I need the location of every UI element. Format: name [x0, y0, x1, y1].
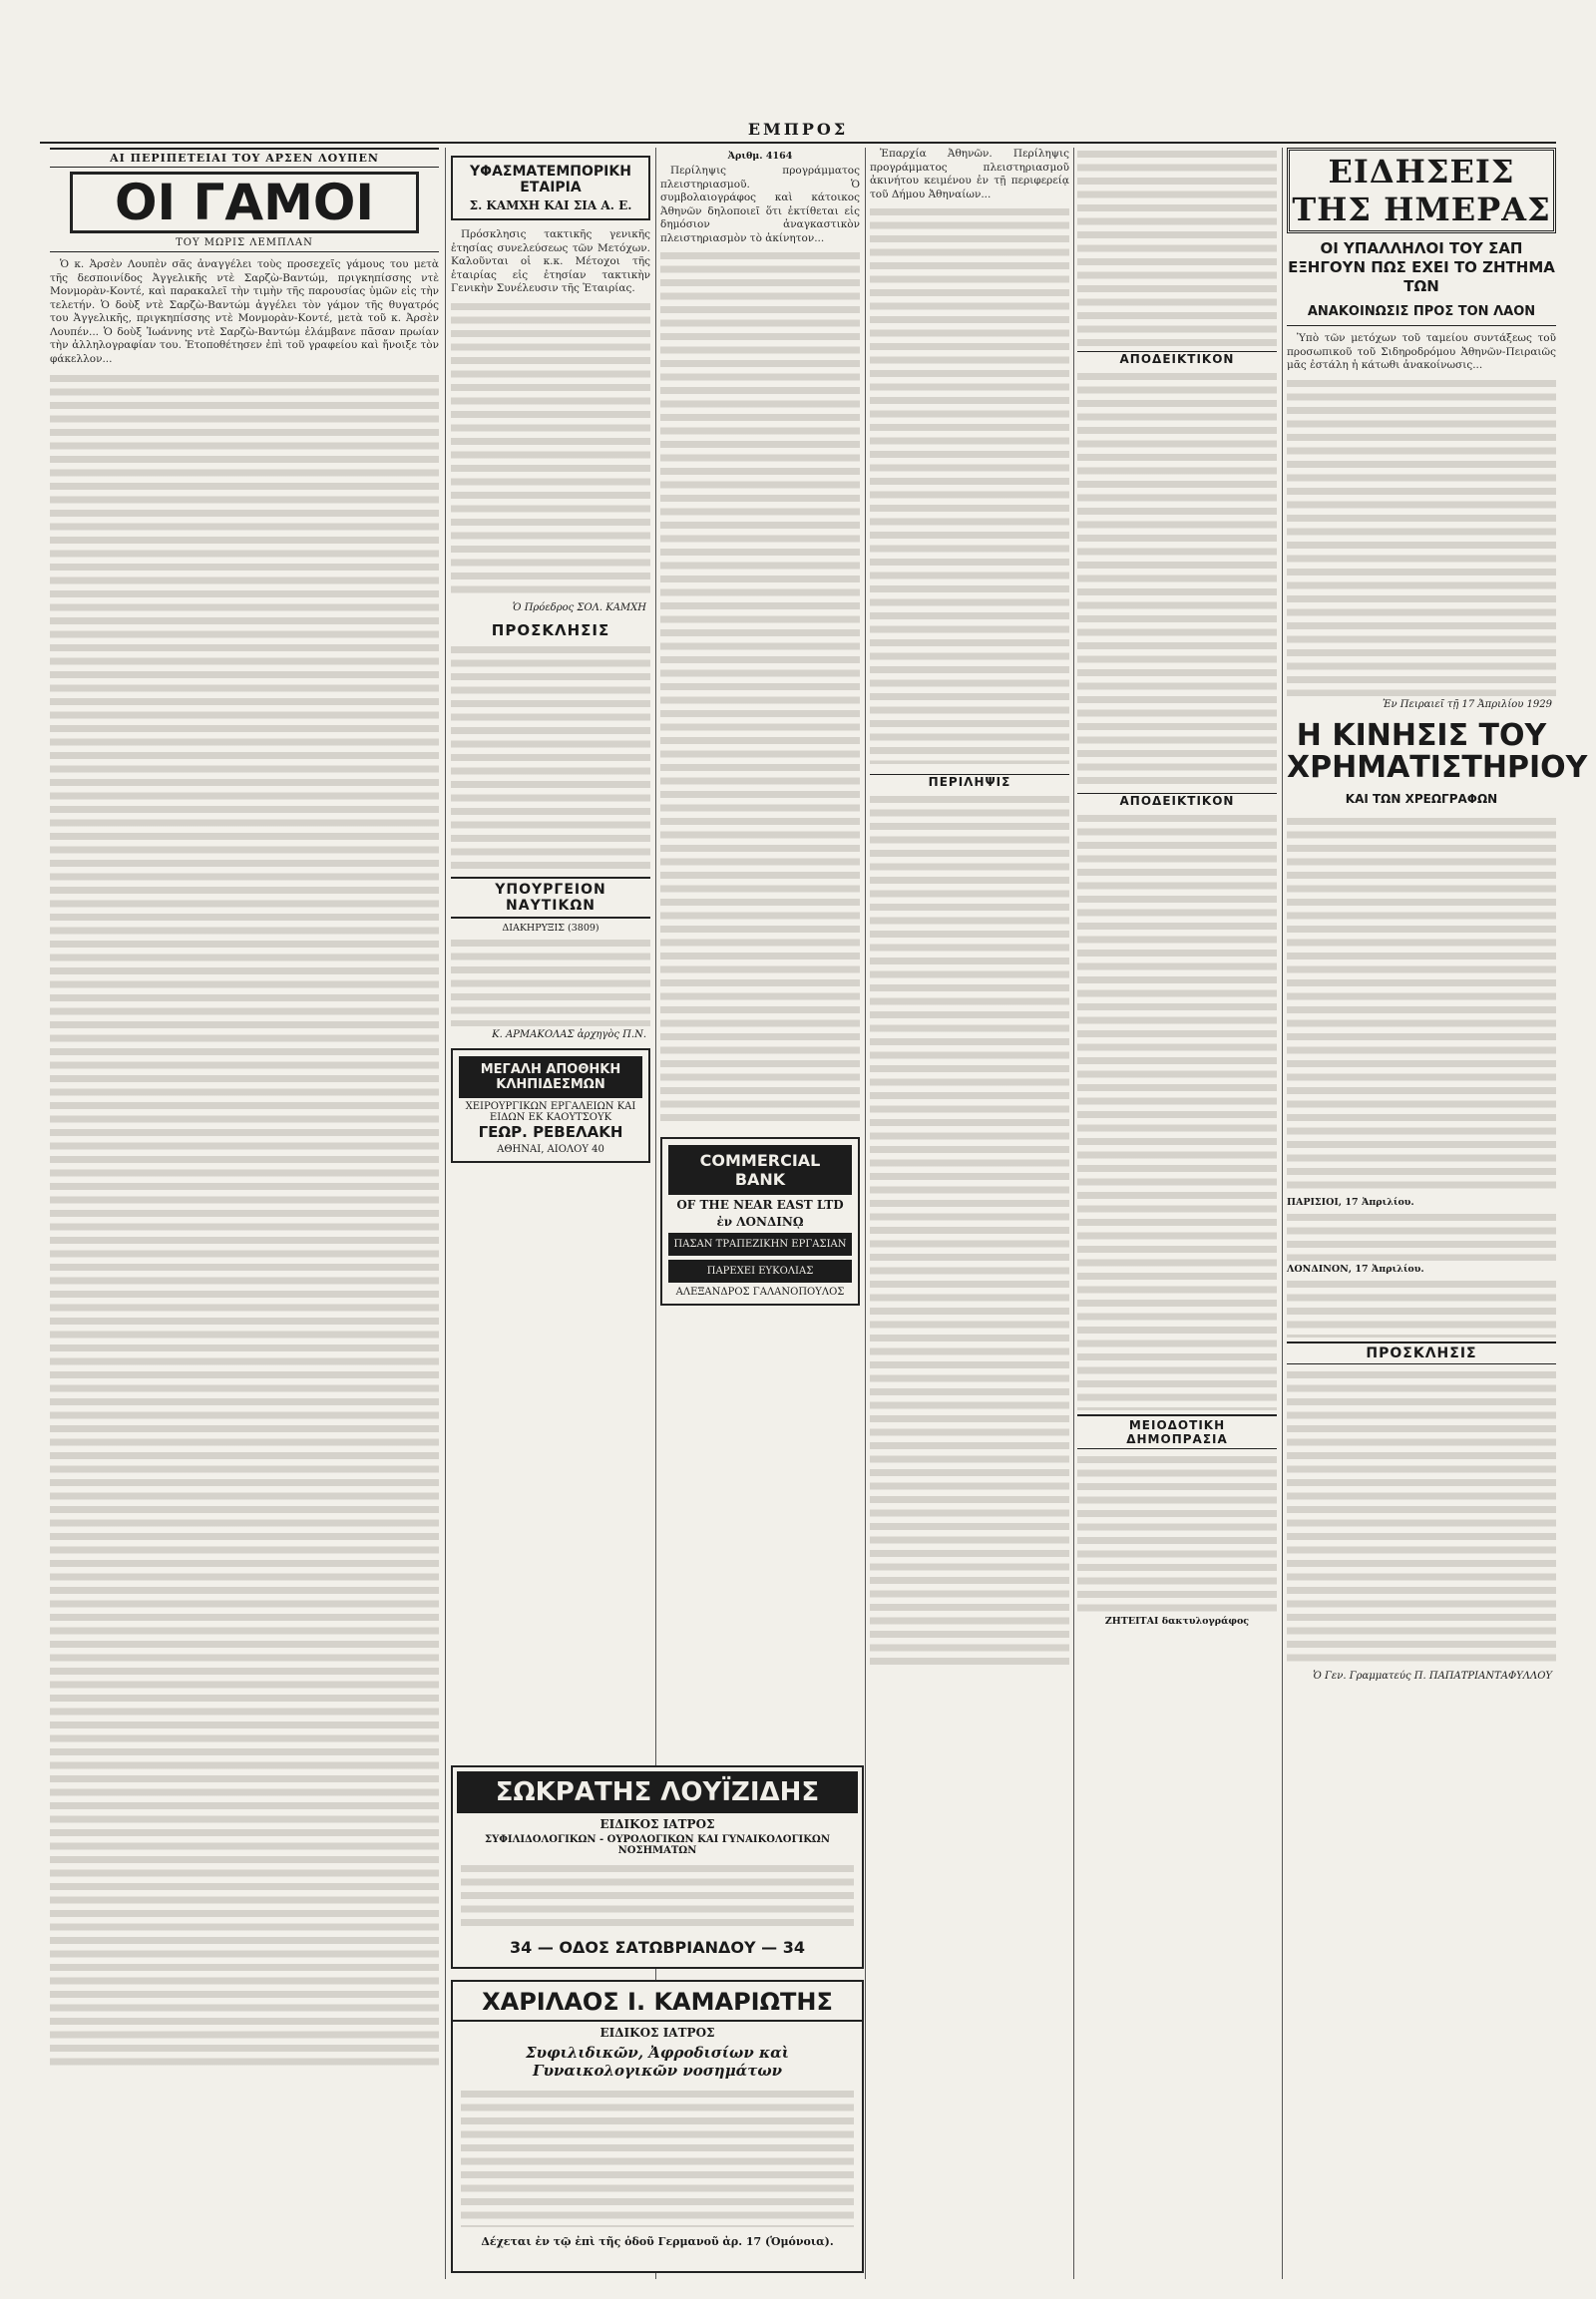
- paris-quote-header: ΠΑΡΙΣΙΟΙ, 17 Ἀπριλίου.: [1287, 1196, 1414, 1208]
- column-rule: [865, 148, 866, 2279]
- serial-byline: ΤΟΥ ΜΩΡΙΣ ΛΕΜΠΛΑΝ: [50, 235, 439, 252]
- doctor-ad-kamariotis-details: [461, 2088, 854, 2227]
- notice-text-top: [1077, 148, 1277, 347]
- wanted-notice: ΖΗΤΕΙΤΑΙ δακτυλογράφος: [1104, 1616, 1250, 1627]
- serial-paragraph: Ὁ κ. Ἀρσὲν Λουπὲν σᾶς ἀναγγέλει τοὺς προσεχεῖς γάμους του μετὰ τῆς δεσποινίδος Ἀγγελικῆς ντὲ Σαρζὼ-Βαντώμ, πριγκηπίσσης ντὲ Μονμορὰν-Κοντέ, καὶ παρακαλεῖ τὴν τιμὴν τῆς παρουσίας ὑμῶν εἰς τὴν τελετήν. Ὁ δοὺξ ντὲ Σαρζὼ-Βαντώμ ἀγγέλει τὸν γάμον τῆς θυγατρός του Ἀγγελικῆς, πριγκηπίσσης ντὲ Μονμορὰν-Κοντέ, μετὰ τοῦ κ. Ἀρσὲν Λουπέν... Ὁ δοὺξ Ἰωάννης ντὲ Σαρζὼ-Βαντώμ ἐλάμβανε πᾶσαν πρωίαν τὴν ἀλληλογραφίαν του. Ἐτοποθέτησεν ἐπὶ τοῦ γραφείου καὶ ἤνοιξε τὸν φάκελλον...: [50, 258, 439, 365]
- invitation-heading-right: ΠΡΟΣΚΛΗΣΙΣ: [1287, 1341, 1556, 1364]
- doctor-ad-louizidis-specialty: ΣΥΦΙΛΙΔΟΛΟΓΙΚΩΝ - ΟΥΡΟΛΟΓΙΚΩΝ ΚΑΙ ΓΥΝΑΙΚΟΛΟΓΙΚΩΝ ΝΟΣΗΜΑΤΩΝ: [485, 1834, 830, 1856]
- invitation-body: [451, 643, 650, 873]
- doctor-ad-kamariotis-title: ΕΙΔΙΚΟΣ ΙΑΤΡΟΣ: [599, 2026, 715, 2040]
- serial-story-column: [50, 148, 439, 2279]
- company-notice: [451, 156, 650, 220]
- ministry-signature: Κ. ΑΡΜΑΚΟΛΑΣ ἀρχηγὸς Π.Ν.: [492, 1028, 646, 1040]
- notice-number: Ἀριθμ. 4164: [727, 151, 793, 162]
- london-quote-body: [1287, 1278, 1556, 1338]
- doctor-ad-louizidis-details: [461, 1862, 854, 1932]
- news-subheading-2: ΑΝΑΚΟΙΝΩΣΙΣ ΠΡΟΣ ΤΟΝ ΛΑΟΝ: [1287, 302, 1556, 326]
- news-title: ΕΙΔΗΣΕΙΣ ΤΗΣ ΗΜΕΡΑΣ: [1287, 148, 1556, 233]
- company-notice-title: ΥΦΑΣΜΑΤΕΜΠΟΡΙΚΗ ΕΤΑΙΡΙΑ: [470, 164, 631, 195]
- auction-notice-text: Περίληψις προγράμματος πλειστηριασμοῦ. Ὁ συμβολαιογράφος καὶ κάτοικος Ἀθηνῶν δηλοποιεῖ ὅτι ἐκτίθεται εἰς δημόσιον ἀναγκαστικὸν πλειστηριασμὸν τὸ ἀκίνητον...: [660, 165, 860, 244]
- news-column: [1287, 148, 1588, 2279]
- column-5: [1077, 148, 1277, 2279]
- apodeiktikon-heading-2: ΑΠΟΔΕΙΚΤΙΚΟΝ: [1077, 793, 1277, 808]
- doctor-ad-kamariotis-address: Δέχεται ἐν τῷ ἐπὶ τῆς ὁδοῦ Γερμανοῦ ἀρ. 17 (Ὁμόνοια).: [481, 2235, 834, 2248]
- stock-exchange-subtitle: ΚΑΙ ΤΩΝ ΧΡΕΩΓΡΑΦΩΝ: [1345, 791, 1498, 806]
- stock-exchange-body: [1287, 815, 1556, 1194]
- bank-ad-line2: ΠΑΡΕΧΕΙ ΕΥΚΟΛΙΑΣ: [668, 1260, 852, 1283]
- serial-kicker: ΑΙ ΠΕΡΙΠΕΤΕΙΑΙ ΤΟΥ ΑΡΣΕΝ ΛΟΥΠΕΝ: [50, 148, 439, 168]
- legal-notices-text: Ἐπαρχία Ἀθηνῶν. Περίληψις προγράμματος πλειστηριασμοῦ ἀκινήτου κειμένου ἐν τῇ περιφερείᾳ τοῦ Δήμου Ἀθηναίων...: [870, 148, 1069, 200]
- auction-body: [1077, 1453, 1277, 1613]
- bank-ad-title: COMMERCIAL BANK: [668, 1145, 852, 1195]
- doctor-ad-kamariotis: [451, 1980, 864, 2273]
- stock-exchange-title: Η ΚΙΝΗΣΙΣ ΤΟΥ ΧΡΗΜΑΤΙΣΤΗΡΙΟΥ: [1287, 717, 1588, 785]
- invitation-body-right: [1287, 1368, 1556, 1668]
- apodeiktikon-body-2: [1077, 812, 1277, 1410]
- perilipsis-heading: ΠΕΡΙΛΗΨΙΣ: [870, 774, 1069, 789]
- column-rule: [1073, 148, 1074, 2279]
- news-subheading-1: ΟΙ ΥΠΑΛΛΗΛΟΙ ΤΟΥ ΣΑΠ ΕΞΗΓΟΥΝ ΠΩΣ ΕΧΕΙ ΤΟ ΖΗΤΗΜΑ ΤΩΝ: [1288, 239, 1555, 295]
- shop-ad-name: ΓΕΩΡ. ΡΕΒΕΛΑΚΗ: [478, 1122, 623, 1141]
- shop-ad-address: ΑΘΗΝΑΙ, ΑΙΟΛΟΥ 40: [497, 1143, 604, 1155]
- invitation-signature-right: Ὁ Γεν. Γραμματεύς Π. ΠΑΠΑΤΡΙΑΝΤΑΦΥΛΛΟΥ: [1313, 1670, 1552, 1682]
- serial-continued-text: [50, 372, 439, 2068]
- serial-body: [50, 258, 439, 366]
- shop-ad-title: ΜΕΓΑΛΗ ΑΠΟΘΗΚΗ ΚΛΗΠΙΔΕΣΜΩΝ: [459, 1056, 642, 1098]
- serial-title: ΟΙ ΓΑΜΟΙ: [70, 172, 419, 233]
- company-notice-body: [451, 228, 650, 296]
- company-notice-signature: Ὁ Πρόεδρος ΣΟΛ. ΚΑΜΧΗ: [512, 601, 646, 613]
- auction-notice: [660, 165, 860, 245]
- doctor-ad-louizidis-address: 34 — ΟΔΟΣ ΣΑΤΩΒΡΙΑΝΔΟΥ — 34: [510, 1938, 805, 1957]
- perilipsis-body: [870, 793, 1069, 1671]
- news-body: [1287, 332, 1556, 373]
- bank-ad-line1: ΠΑΣΑΝ ΤΡΑΠΕΖΙΚΗΝ ΕΡΓΑΣΙΑΝ: [668, 1233, 852, 1256]
- doctor-ad-kamariotis-name: ΧΑΡΙΛΑΟΣ Ι. ΚΑΜΑΡΙΩΤΗΣ: [453, 1988, 862, 2022]
- bank-ad-city: ἐν ΛΟΝΔΙΝῼ: [716, 1215, 804, 1229]
- apodeiktikon-body-1: [1077, 370, 1277, 789]
- legal-notices-more: [870, 205, 1069, 764]
- ministry-body: [451, 937, 650, 1026]
- news-text: Ὑπὸ τῶν μετόχων τοῦ ταμείου συντάξεως τοῦ προσωπικοῦ τοῦ Σιδηροδρόμου Ἀθηνῶν-Πειραιῶς μᾶς ἐστάλη ἡ κάτωθι ἀνακοίνωσις...: [1287, 332, 1556, 371]
- shop-ad: [451, 1048, 650, 1163]
- company-notice-more: [451, 300, 650, 599]
- doctor-ad-louizidis-title: ΕΙΔΙΚΟΣ ΙΑΤΡΟΣ: [599, 1817, 715, 1831]
- bank-ad-subtitle: OF THE NEAR EAST LTD: [676, 1198, 844, 1212]
- news-date-signature: Ἐν Πειραιεῖ τῇ 17 Ἀπριλίου 1929: [1383, 698, 1552, 710]
- bank-ad-signature: ΑΛΕΞΑΝΔΡΟΣ ΓΑΛΑΝΟΠΟΥΛΟΣ: [675, 1287, 845, 1298]
- shop-ad-subtitle: ΧΕΙΡΟΥΡΓΙΚΩΝ ΕΡΓΑΛΕΙΩΝ ΚΑΙ ΕΙΔΩΝ ΕΚ ΚΑΟΥΤΣΟΥΚ: [465, 1100, 636, 1123]
- masthead: [40, 120, 1556, 144]
- doctor-ad-louizidis-name: ΣΩΚΡΑΤΗΣ ΛΟΥΪΖΙΔΗΣ: [457, 1771, 858, 1813]
- paris-quote-body: [1287, 1211, 1556, 1261]
- invitation-heading: ΠΡΟΣΚΛΗΣΙΣ: [491, 620, 610, 639]
- company-notice-subtitle: Σ. ΚΑΜΧΗ ΚΑΙ ΣΙΑ Α. Ε.: [469, 198, 632, 212]
- auction-heading: ΜΕΙΟΔΟΤΙΚΗ ΔΗΜΟΠΡΑΣΙΑ: [1077, 1414, 1277, 1449]
- column-rule: [1282, 148, 1283, 2279]
- doctor-ad-kamariotis-specialty: Συφιλιδικῶν, Ἀφροδισίων καὶ Γυναικολογικῶν νοσημάτων: [526, 2044, 789, 2080]
- london-quote-header: ΛΟΝΔΙΝΟΝ, 17 Ἀπριλίου.: [1287, 1263, 1424, 1275]
- news-body-more: [1287, 377, 1556, 696]
- ministry-subheading: ΔΙΑΚΗΡΥΞΙΣ (3809): [502, 922, 599, 934]
- column-4: [870, 148, 1069, 2279]
- auction-notice-more: [660, 249, 860, 1127]
- bank-ad: [660, 1137, 860, 1306]
- ministry-heading: ΥΠΟΥΡΓΕΙΟΝ ΝΑΥΤΙΚΩΝ: [451, 877, 650, 919]
- newspaper-name: ΕΜΠΡΟΣ: [747, 120, 849, 139]
- column-rule: [445, 148, 446, 2279]
- apodeiktikon-heading-1: ΑΠΟΔΕΙΚΤΙΚΟΝ: [1077, 351, 1277, 366]
- company-notice-text: Πρόσκλησις τακτικῆς γενικῆς ἐτησίας συνελεύσεως τῶν Μετόχων. Καλοῦνται οἱ κ.κ. Μέτοχοι τῆς ἑταιρίας εἰς ἐτησίαν τακτικὴν Γενικὴν Συνέλευσιν τῆς Ἑταιρίας.: [451, 228, 650, 294]
- doctor-ad-louizidis: [451, 1765, 864, 1969]
- legal-notices: [870, 148, 1069, 201]
